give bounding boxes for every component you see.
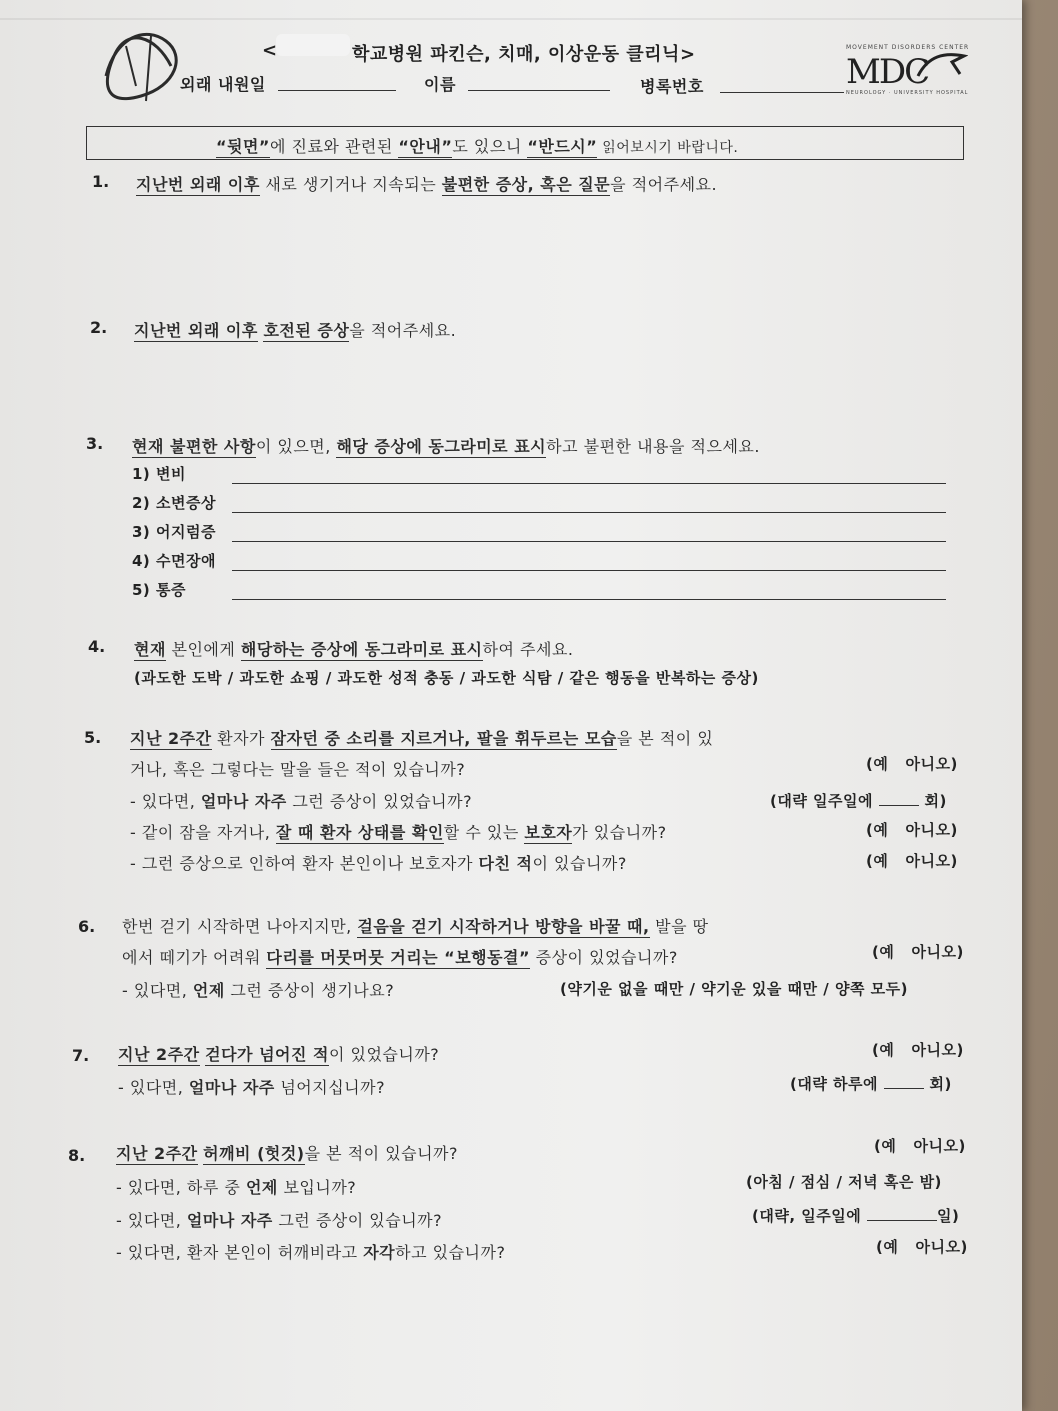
name-label: 이름 <box>424 75 456 94</box>
q7-number: 7. <box>72 1046 90 1065</box>
clinic-title-open: < <box>262 40 278 61</box>
q6-options[interactable]: (약기운 없을 때만 / 약기운 있을 때만 / 양쪽 모두) <box>560 980 908 998</box>
q3-line-1[interactable] <box>232 483 946 484</box>
q8-awareness-yes-no[interactable]: (예 아니오) <box>876 1238 968 1256</box>
q3-item-sleep[interactable]: 4) 수면장애 <box>132 552 216 570</box>
q8-text: 지난 2주간 허깨비 (헛것)을 본 적이 있습니까? <box>116 1144 459 1163</box>
q1-text: 지난번 외래 이후 새로 생기거나 지속되는 불편한 증상, 혹은 질문을 적어주세요. <box>136 175 718 194</box>
redacted-hospital-name <box>276 34 350 56</box>
q1-number: 1. <box>92 172 110 191</box>
q3-number: 3. <box>86 434 104 453</box>
record-number-label: 병록번호 <box>640 77 704 96</box>
q8-sub3: - 있다면, 환자 본인이 허깨비라고 자각하고 있습니까? <box>116 1243 506 1262</box>
q7-text: 지난 2주간 걷다가 넘어진 적이 있었습니까? <box>118 1045 440 1064</box>
visit-date-field[interactable] <box>278 90 396 91</box>
q5-guardian-yes-no[interactable]: (예 아니오) <box>866 821 958 839</box>
q3-item-dizziness[interactable]: 3) 어지럼증 <box>132 523 216 541</box>
q5-sub1: - 있다면, 얼마나 자주 그런 증상이 있었습니까? <box>130 792 473 811</box>
q4-text: 현재 본인에게 해당하는 증상에 동그라미로 표시하여 주세요. <box>134 640 574 659</box>
q5-frequency[interactable]: (대략 일주일에 회) <box>770 792 947 810</box>
q4-number: 4. <box>88 637 106 656</box>
q8-sub1: - 있다면, 하루 중 언제 보입니까? <box>116 1178 357 1197</box>
q5-number: 5. <box>84 728 102 747</box>
q3-item-constipation[interactable]: 1) 변비 <box>132 465 186 483</box>
notice-text: “뒷면”에 진료와 관련된 “안내”도 있으니 “반드시” 읽어보시기 바랍니다. <box>216 137 739 156</box>
q2-number: 2. <box>90 318 108 337</box>
record-number-field[interactable] <box>720 92 844 93</box>
mdc-logo: MOVEMENT DISORDERS CENTER MDC NEUROLOGY · UNIVERSITY HOSPITAL <box>846 44 970 96</box>
q6-yes-no[interactable]: (예 아니오) <box>872 943 964 961</box>
q5-yes-no[interactable]: (예 아니오) <box>866 755 958 773</box>
q3-line-2[interactable] <box>232 512 946 513</box>
name-field[interactable] <box>468 90 610 91</box>
q8-frequency[interactable]: (대략, 일주일에 일) <box>752 1207 960 1225</box>
q3-item-urinary[interactable]: 2) 소변증상 <box>132 494 216 512</box>
q7-frequency[interactable]: (대략 하루에 회) <box>790 1075 952 1093</box>
q6-number: 6. <box>78 917 96 936</box>
q8-time-options[interactable]: (아침 / 점심 / 저녁 혹은 밤) <box>746 1173 942 1191</box>
q7-sub1: - 있다면, 얼마나 자주 넘어지십니까? <box>118 1078 386 1097</box>
q6-text-line2: 에서 떼기가 어려워 다리를 머뭇머뭇 거리는 “보행동결” 증상이 있었습니까? <box>122 948 678 967</box>
q3-line-4[interactable] <box>232 570 946 571</box>
clinic-title: 학교병원 파킨슨, 치매, 이상운동 클리닉> <box>352 44 696 65</box>
q3-item-pain[interactable]: 5) 통증 <box>132 581 186 599</box>
scribble-mark <box>96 16 186 112</box>
visit-date-label: 외래 내원일 <box>180 75 266 94</box>
q5-sub3: - 그런 증상으로 인하여 환자 본인이나 보호자가 다친 적이 있습니까? <box>130 854 627 873</box>
q5-sub2: - 같이 잠을 자거나, 잘 때 환자 상태를 확인할 수 있는 보호자가 있습니까? <box>130 823 667 842</box>
q7-yes-no[interactable]: (예 아니오) <box>872 1041 964 1059</box>
q3-text: 현재 불편한 사항이 있으면, 해당 증상에 동그라미로 표시하고 불편한 내용을 적으세요. <box>132 437 760 456</box>
q6-sub1: - 있다면, 언제 그런 증상이 생기나요? <box>122 981 395 1000</box>
q2-text: 지난번 외래 이후 호전된 증상을 적어주세요. <box>134 321 457 340</box>
runner-icon <box>914 48 968 82</box>
q3-line-5[interactable] <box>232 599 946 600</box>
q5-text-line2: 거나, 혹은 그렇다는 말을 들은 적이 있습니까? <box>130 760 466 779</box>
q4-options[interactable]: (과도한 도박 / 과도한 쇼핑 / 과도한 성적 충동 / 과도한 식탐 / 같은 행동을 반복하는 증상) <box>134 669 759 687</box>
q3-line-3[interactable] <box>232 541 946 542</box>
q5-injury-yes-no[interactable]: (예 아니오) <box>866 852 958 870</box>
q8-yes-no[interactable]: (예 아니오) <box>874 1137 966 1155</box>
q6-text: 한번 걷기 시작하면 나아지지만, 걸음을 걷기 시작하거나 방향을 바꿀 때, 발을 땅 <box>122 917 709 936</box>
q5-text: 지난 2주간 환자가 잠자던 중 소리를 지르거나, 팔을 휘두르는 모습을 본 적이 있 <box>130 729 714 748</box>
q8-sub2: - 있다면, 얼마나 자주 그런 증상이 있습니까? <box>116 1211 443 1230</box>
q8-number: 8. <box>68 1146 86 1165</box>
